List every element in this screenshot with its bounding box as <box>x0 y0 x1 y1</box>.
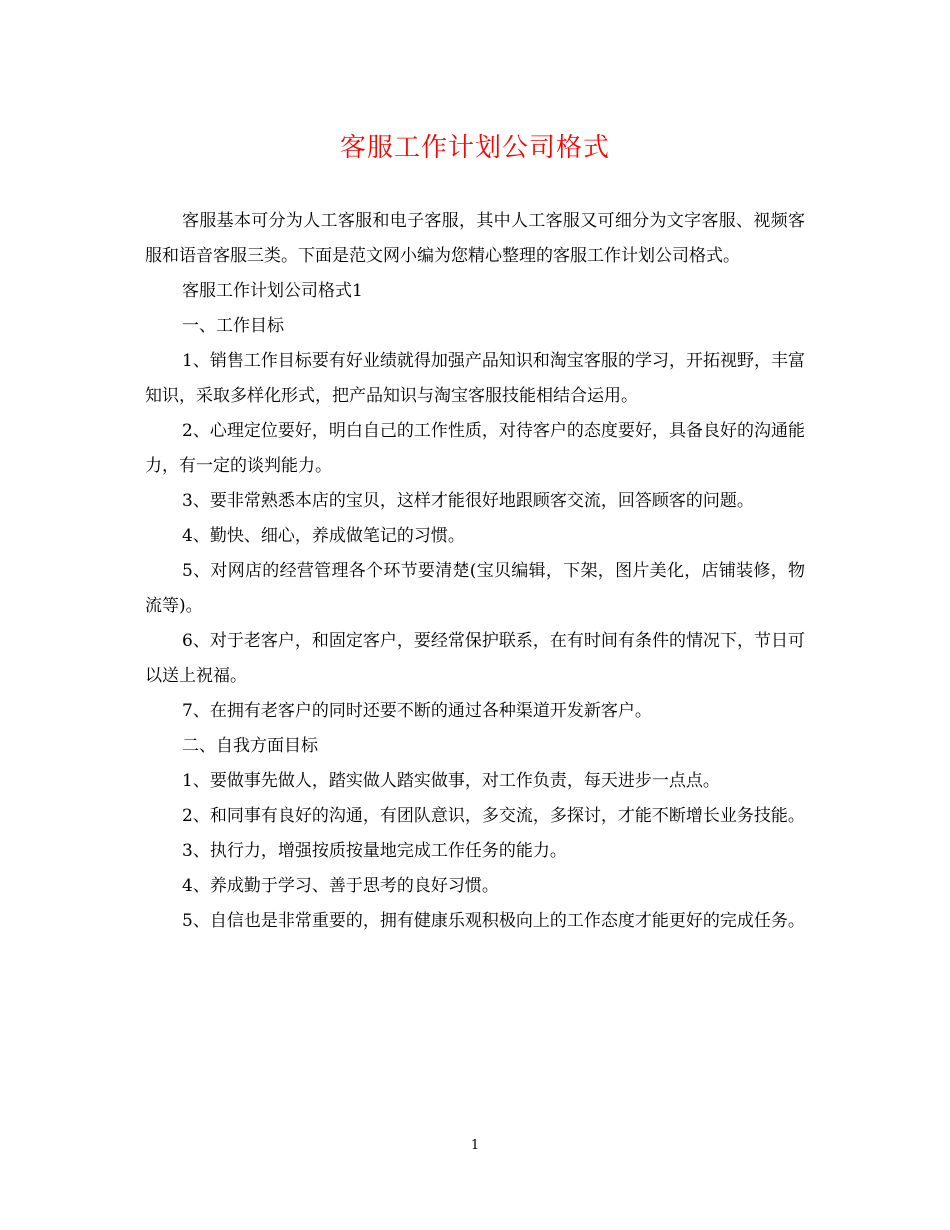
list-item: 6、对于老客户，和固定客户，要经常保护联系，在有时间有条件的情况下，节日可以送上祝福。 <box>145 631 805 686</box>
list-item: 5、对网店的经营管理各个环节要清楚(宝贝编辑，下架，图片美化，店铺装修，物流等)。 <box>145 561 805 616</box>
section-heading-self-goals: 二、自我方面目标 <box>182 736 318 756</box>
list-item: 1、要做事先做人，踏实做人踏实做事，对工作负责，每天进步一点点。 <box>182 771 720 791</box>
list-item: 2、和同事有良好的沟通，有团队意识，多交流，多探讨，才能不断增长业务技能。 <box>182 806 805 826</box>
document-body <box>145 204 805 939</box>
list-item: 2、心理定位要好，明白自己的工作性质，对待客户的态度要好，具备良好的沟通能力，有一定的谈判能力。 <box>145 421 805 476</box>
list-item: 3、要非常熟悉本店的宝贝，这样才能很好地跟顾客交流，回答顾客的问题。 <box>182 491 754 511</box>
page-number: 1 <box>470 1138 480 1153</box>
list-item: 4、养成勤于学习、善于思考的良好习惯。 <box>182 876 499 896</box>
section-heading-work-goals: 一、工作目标 <box>182 316 284 336</box>
list-item: 5、自信也是非常重要的，拥有健康乐观积极向上的工作态度才能更好的完成任务。 <box>182 911 805 931</box>
list-item: 1、销售工作目标要有好业绩就得加强产品知识和淘宝客服的学习，开拓视野，丰富知识，采取多样化形式，把产品知识与淘宝客服技能相结合运用。 <box>145 351 805 406</box>
section-heading-plan-1: 客服工作计划公司格式1 <box>182 281 363 301</box>
document-title: 客服工作计划公司格式 <box>339 133 610 163</box>
list-item: 4、勤快、细心，养成做笔记的习惯。 <box>182 526 465 546</box>
list-item: 7、在拥有老客户的同时还要不断的通过各种渠道开发新客户。 <box>182 701 652 721</box>
list-item: 3、执行力，增强按质按量地完成工作任务的能力。 <box>182 841 567 861</box>
intro-paragraph: 客服基本可分为人工客服和电子客服，其中人工客服又可细分为文字客服、视频客服和语音客服三类。下面是范文网小编为您精心整理的客服工作计划公司格式。 <box>145 211 805 266</box>
